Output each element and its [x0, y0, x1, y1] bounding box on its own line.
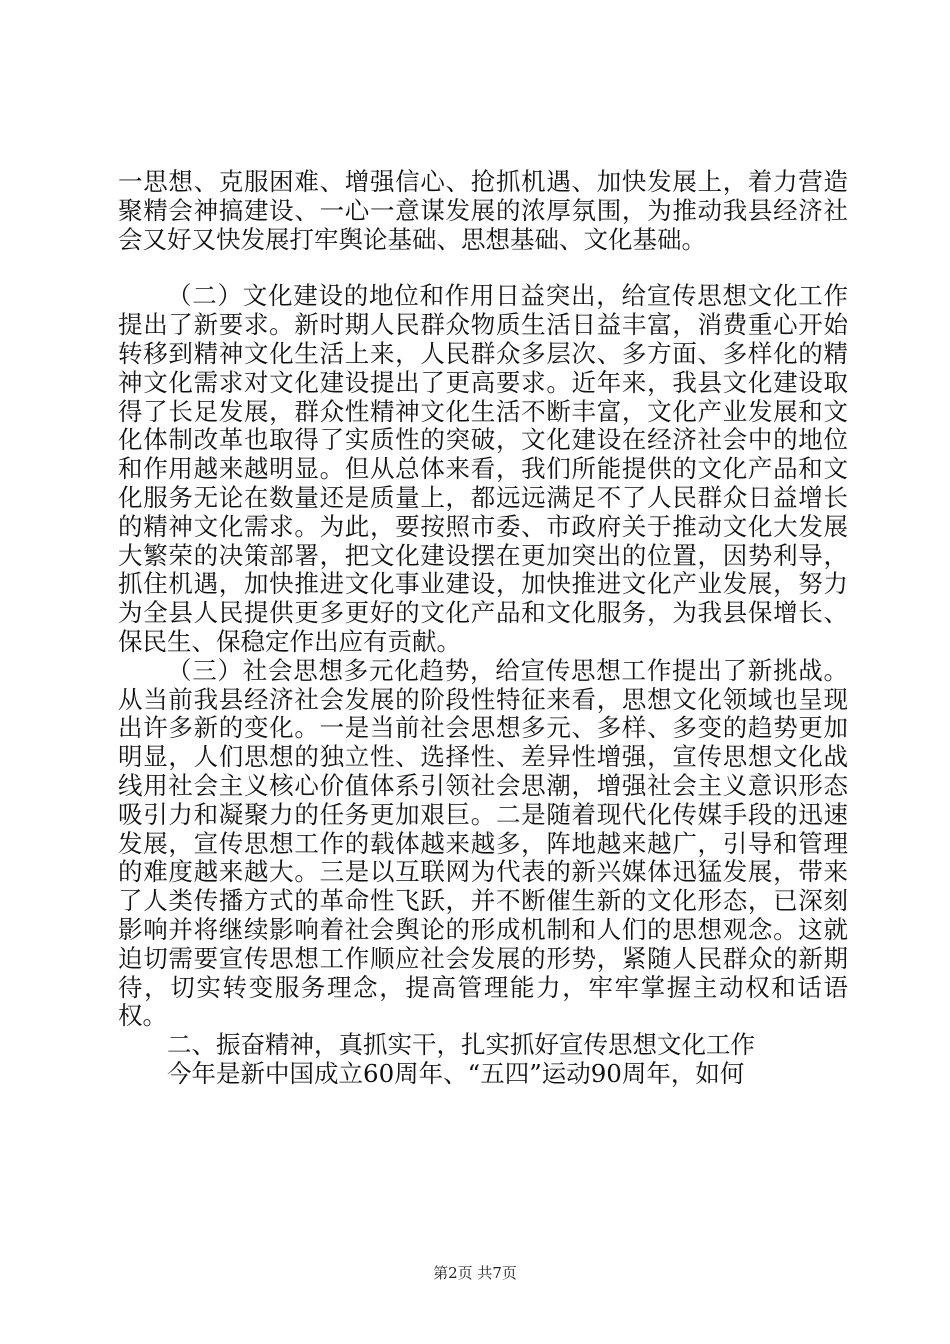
- page-number-footer: 第2页 共7页: [433, 1264, 517, 1282]
- paragraph-continuation: 一思想、克服困难、增强信心、抢抓机遇、加快发展上，着力营造聚精会神搞建设、一心一意谋发展的浓厚氛围，为推动我县经济社会又好又快发展打牢舆论基础、思想基础、文化基础。: [118, 167, 848, 254]
- section-heading-two: 二、振奋精神，真抓实干，扎实抓好宣传思想文化工作: [167, 1030, 755, 1060]
- paragraph-section-two: （二）文化建设的地位和作用日益突出，给宣传思想文化工作提出了新要求。新时期人民群众物质生活日益丰富，消费重心开始转移到精神文化生活上来，人民群众多层次、多方面、多样化的精神文化需求对文化建设提出了更高要求。近年来，我县文化建设取得了长足发展，群众性精神文化生活不断丰富，文化产业发展和文化体制改革也取得了实质性的突破，文化建设在经济社会中的地位和作用越来越明显。但从总体来看，我们所能提供的文化产品和文化服务无论在数量还是质量上，都远远满足不了人民群众日益增长的精神文化需求。为此，要按照市委、市政府关于推动文化大发展大繁荣的决策部署，把文化建设摆在更加突出的位置，因势利导，抓住机遇，加快推进文化事业建设，加快推进文化产业发展，努力为全县人民提供更多更好的文化产品和文化服务，为我县保增长、保民生、保稳定作出应有贡献。: [118, 281, 848, 656]
- document-body: [118, 168, 848, 1089]
- paragraph-intro: 今年是新中国成立60周年、“五四”运动90周年，如何: [167, 1058, 745, 1088]
- paragraph-section-three: （三）社会思想多元化趋势，给宣传思想工作提出了新挑战。从当前我县经济社会发展的阶段性特征来看，思想文化领域也呈现出许多新的变化。一是当前社会思想多元、多样、多变的趋势更加明显，人们思想的独立性、选择性、差异性增强，宣传思想文化战线用社会主义核心价值体系引领社会思潮，增强社会主义意识形态吸引力和凝聚力的任务更加艰巨。二是随着现代化传媒手段的迅速发展，宣传思想工作的载体越来越多，阵地越来越广，引导和管理的难度越来越大。三是以互联网为代表的新兴媒体迅猛发展，带来了人类传播方式的革命性飞跃，并不断催生新的文化形态，已深刻影响并将继续影响着社会舆论的形成机制和人们的思想观念。这就迫切需要宣传思想工作顺应社会发展的形势，紧随人民群众的新期待，切实转变服务理念，提高管理能力，牢牢掌握主动权和话语权。: [118, 655, 848, 1031]
